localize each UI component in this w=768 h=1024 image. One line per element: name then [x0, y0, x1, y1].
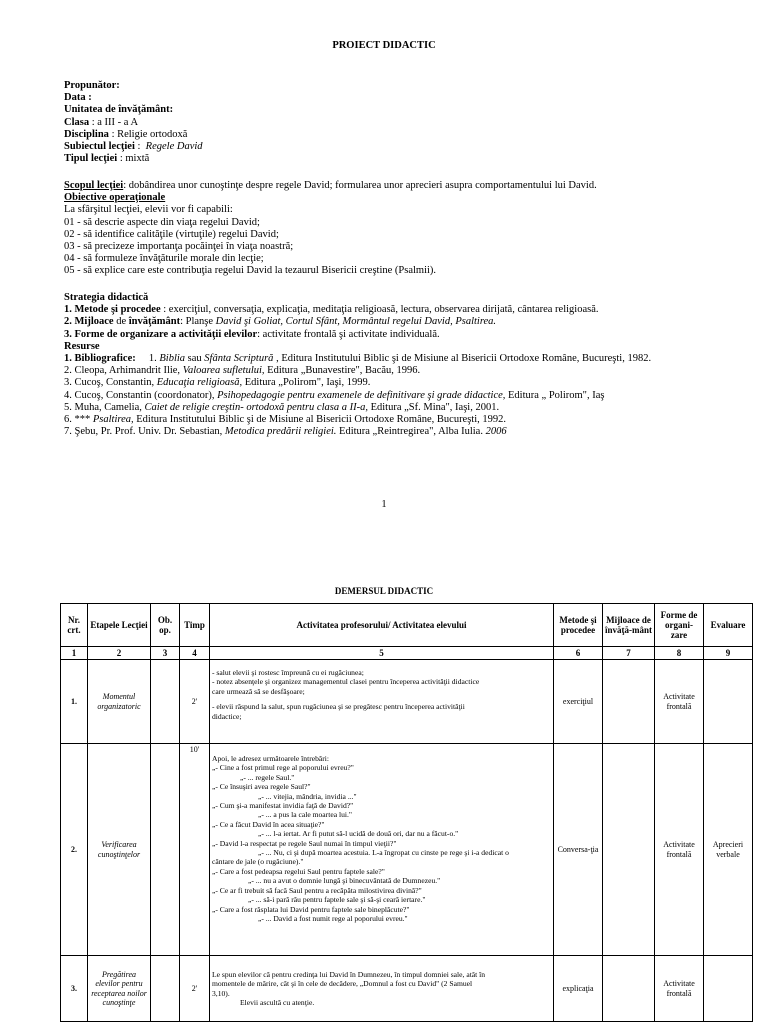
activity-line: didactice; — [212, 711, 242, 721]
resources-label: Resurse — [64, 340, 100, 352]
methods-text: : exerciţiul, conversaţia, explicaţia, meditaţia religioasă, lectura, observarea dirijată, cântarea religioasă. — [163, 304, 599, 316]
activity-line: „- ... a pus la cale moartea lui." — [258, 810, 352, 820]
activity-line: „- ... regele Saul." — [240, 772, 295, 782]
scope-line — [64, 180, 704, 192]
page-title: PROIECT DIDACTIC — [332, 40, 436, 51]
bib-text: 4. Cucoş, Constantin (coordonator), — [64, 389, 218, 401]
bib-title: Metodica predării religiei. — [224, 426, 337, 438]
activity-line: „- Ce ar fi trebuit să facă Saul pentru a recăpăta milostivirea divină?" — [212, 885, 422, 895]
disciplina-label: Disciplina — [64, 128, 109, 140]
header-cell: Evaluare — [704, 604, 753, 647]
activity-line: Le spun elevilor că pentru credinţa lui David în Dumnezeu, în timpul domniei sale, atât în — [212, 970, 486, 979]
bib-text: , Editura Institutului Biblic şi de Misiune al Bisericii Ortodoxe Române, Bucureşti, 1982. — [273, 353, 652, 365]
bib-year: 2006 — [485, 426, 507, 438]
row-number: 3. — [61, 956, 88, 1022]
header-cell: Nr. crt. — [61, 604, 88, 647]
bib-text: 6. *** — [64, 414, 93, 426]
bib-line — [64, 426, 704, 438]
activity-line: „- ... l-a iertat. Ar fi putut să-l ucidă de două ori, dar nu a făcut-o." — [258, 829, 459, 839]
row-stage: Pregătirea elevilor pentru receptarea noilor cunoştinţe — [88, 956, 151, 1022]
column-number: 3 — [151, 647, 180, 660]
activity-line: „- ... Nu, ci şi după moartea acestuia. L-a îngropat cu cinste pe rege şi i-a dedicat o — [258, 848, 509, 858]
activity-line: - salut elevii şi rostesc împreună cu ei rugăciunea; — [212, 668, 364, 677]
bib-text: 3. Cucoş, Constantin, — [64, 377, 157, 389]
tip-value: : mixtă — [119, 153, 150, 165]
subiect-label: Subiectul lecţiei — [64, 141, 135, 153]
scope-label: Scopul lecţiei — [64, 180, 124, 191]
bib-title: Biblia — [159, 353, 186, 365]
methods-line — [64, 304, 704, 316]
means-line — [64, 316, 704, 328]
table-row — [61, 660, 753, 744]
activity-line: - notez absenţele şi organizez managementul clasei pentru începerea activităţii didactice — [212, 677, 480, 687]
means-label-de: de — [113, 316, 129, 328]
row-time: 10' — [180, 744, 210, 956]
bib-line — [64, 402, 704, 414]
column-number: 7 — [603, 647, 655, 660]
bib-line — [64, 377, 704, 389]
clasa-line — [64, 117, 704, 129]
row-objective — [151, 744, 180, 956]
row-objective — [151, 660, 180, 744]
row-evaluation — [704, 956, 753, 1022]
forms-text: : activitate frontală şi activitate individuală. — [257, 328, 440, 340]
objectives-label: Obiective operaţionale — [64, 192, 166, 204]
row-stage: Verificarea cunoştinţelor — [88, 744, 151, 956]
demers-title: DEMERSUL DIDACTIC — [334, 586, 434, 596]
row-objective — [151, 956, 180, 1022]
subiect-line: Subiectul lecţiei : Regele David — [64, 141, 203, 153]
row-activity — [210, 744, 554, 956]
column-number: 1 — [61, 647, 88, 660]
scope-text: : dobândirea unor cunoştinţe despre regele David; formularea unor aprecieri asupra comportamentului lui David. — [123, 180, 597, 191]
bib-title: Psaltirea, — [92, 414, 134, 426]
header-cell: Timp — [180, 604, 210, 647]
strategy-heading — [64, 292, 704, 304]
bib-title: Valoarea sufletului, — [182, 365, 265, 377]
activity-line: „- Ce însuşiri avea regele Saul?" — [212, 782, 311, 792]
tip-label: Tipul lecţiei — [64, 153, 118, 165]
bib-text: sau — [185, 353, 205, 365]
bib-text: Editura „Sf. Mina", Iaşi, 2001. — [367, 401, 500, 413]
activity-line: - elevii răspund la salut, spun rugăciunea şi se pregătesc pentru începerea activităţii — [212, 702, 465, 712]
activity-line: 3,10). — [212, 988, 230, 998]
column-number: 6 — [554, 647, 603, 660]
disciplina-value: : Religie ortodoxă — [111, 128, 188, 140]
tip-line — [64, 153, 704, 165]
disciplina-line — [64, 129, 704, 141]
header-cell: Etapele Lecţiei — [88, 604, 151, 647]
row-forms: Activitate frontală — [655, 660, 704, 744]
bib-text: 2. Cleopa, Arhimandrit Ilie, — [64, 365, 183, 377]
row-forms: Activitate frontală — [655, 744, 704, 956]
header-cell: Metode şi procedee — [554, 604, 603, 647]
means-label-invatamant: învăţământ — [128, 316, 181, 328]
activity-line: cântare de jale (o rugăciune)." — [212, 857, 304, 867]
activity-line: care urmează să se desfăşoare; — [212, 686, 305, 696]
methods-label: 1. Metode şi procedee — [64, 304, 161, 316]
bib-title: Caiet de religie creştin- ortodoxă pentru clasa a II-a, — [144, 401, 368, 413]
activity-line: „- David l-a respectat pe regele Saul numai în timpul vieţii?" — [212, 838, 397, 848]
activity-line: „- Care a fost pedeapsa regelui Saul pentru faptele sale?" — [212, 866, 385, 876]
strategy-label: Strategia didactică — [64, 292, 149, 303]
clasa-value: : a III - a A — [91, 116, 139, 128]
bib-line — [64, 353, 704, 365]
bib-text: 1. — [148, 353, 160, 365]
objective-item: 03 - să precizeze importanţa pocăinţei în viaţa noastră; — [64, 241, 294, 253]
bib-title: Educaţia religioasă, — [156, 377, 243, 389]
row-means — [603, 956, 655, 1022]
objectives-heading — [64, 192, 704, 204]
row-means — [603, 744, 655, 956]
forms-label: 3. Forme de organizare a activităţii elevilor — [64, 328, 258, 340]
header-cell: Mijloace de învăţă-mânt — [603, 604, 655, 647]
activity-line: Elevii ascultă cu atenţie. — [240, 998, 315, 1008]
row-evaluation — [704, 660, 753, 744]
clasa-label: Clasa — [64, 116, 90, 128]
scope-section — [64, 180, 704, 278]
data-label: Data : — [64, 92, 92, 104]
activity-line: Apoi, le adresez următoarele întrebări: — [212, 754, 330, 763]
means-label: 2. Mijloace — [64, 316, 114, 328]
column-number: 5 — [210, 647, 554, 660]
row-evaluation: Aprecieri verbale — [704, 744, 753, 956]
header-cell: Forme de organi-zare — [655, 604, 704, 647]
row-time: 2' — [180, 660, 210, 744]
row-time: 2' — [180, 956, 210, 1022]
table-row — [61, 956, 753, 1022]
unitatea-label: Unitatea de învăţământ: — [64, 104, 174, 116]
row-stage: Momentul organizatoric — [88, 660, 151, 744]
bib-label: 1. Bibliografice: — [64, 353, 136, 365]
activity-line: „- ... vitejia, mândria, invidia ..." — [258, 791, 357, 801]
column-number: 4 — [180, 647, 210, 660]
column-number: 2 — [88, 647, 151, 660]
row-activity — [210, 956, 554, 1022]
row-methods: exerciţiul — [554, 660, 603, 744]
activity-line: „- ... nu a avut o domnie lungă şi binecuvântată de Dumnezeu." — [248, 876, 441, 886]
objectives-intro: La sfârşitul lecţiei, elevii vor fi capabili: — [64, 204, 233, 216]
activity-line: „- Care a fost răsplata lui David pentru faptele sale bineplăcute?" — [212, 904, 410, 914]
column-number: 9 — [704, 647, 753, 660]
activity-line: „- Cine a fost primul rege al poporului evreu?" — [212, 763, 354, 773]
page-number: 1 — [381, 499, 387, 510]
row-number: 2. — [61, 744, 88, 956]
objective-item: 04 - să formuleze învăţăturile morale din lecţie; — [64, 253, 264, 265]
header-cell: Ob. op. — [151, 604, 180, 647]
activity-line: „- Ce a făcut David în acea situaţie?" — [212, 819, 325, 829]
objective-item: 01 - să descrie aspecte din viaţa regelui David; — [64, 216, 260, 228]
column-number: 8 — [655, 647, 704, 660]
row-methods: Conversa-ţia — [554, 744, 603, 956]
subiect-value: Regele David — [145, 141, 203, 153]
bib-text: Editura „ Polirom", Iaş — [505, 389, 605, 401]
activity-line: „- Cum şi-a manifestat invidia faţă de David?" — [212, 801, 354, 811]
bib-line — [64, 390, 704, 402]
table-header-row — [61, 604, 753, 647]
bib-line — [64, 365, 704, 377]
bib-title: Psihopedagogie pentru examenele de definitivare şi grade didactice, — [217, 389, 506, 401]
objective-item: 05 - să explice care este contribuţia regelui David la tezaurul Bisericii creştine (Psalmii). — [64, 265, 437, 277]
objective-item: 02 - să identifice calităţile (virtuţile) regelui David; — [64, 228, 279, 240]
activity-line: „- ... să-i pară rău pentru faptele sale şi să-şi ceară iertare." — [248, 895, 426, 905]
bib-text: 7. Şebu, Pr. Prof. Univ. Dr. Sebastian, — [64, 426, 225, 438]
bib-line — [64, 414, 704, 426]
resources-heading — [64, 341, 704, 353]
means-items: David şi Goliat, Cortul Sfânt, Mormântul regelui David, Psaltirea. — [215, 316, 497, 328]
propunator-line — [64, 80, 704, 92]
forms-line — [64, 329, 704, 341]
bib-text: Editura Institutului Biblic şi de Misiune al Bisericii Ortodoxe Române, Bucureşti, 1992. — [133, 414, 507, 426]
propunator-label: Propunător: — [64, 80, 120, 91]
activity-line: momentele de mărire, cât şi în cele de decădere, „Domnul a fost cu David" (2 Samuel — [212, 979, 473, 989]
activity-line: „- ... David a fost numit rege al poporului evreu." — [258, 913, 408, 923]
row-activity — [210, 660, 554, 744]
table-number-row — [61, 647, 753, 660]
unitatea-line — [64, 104, 704, 116]
header-cell: Activitatea profesorului/ Activitatea elevului — [210, 604, 554, 647]
row-means — [603, 660, 655, 744]
row-methods: explicaţia — [554, 956, 603, 1022]
lesson-meta — [64, 80, 704, 165]
demers-table — [60, 603, 753, 1022]
row-number: 1. — [61, 660, 88, 744]
data-line — [64, 92, 704, 104]
strategy-section — [64, 292, 704, 438]
bib-title: Sfânta Scriptură — [204, 353, 274, 365]
bib-text: Editura „Bunavestire", Bacău, 1996. — [264, 365, 421, 377]
means-text: : Planşe — [180, 316, 216, 328]
bib-text: Editura „Reintregirea", Alba Iulia. — [336, 426, 486, 438]
bib-text: 5. Muha, Camelia, — [64, 401, 145, 413]
table-row — [61, 744, 753, 956]
row-forms: Activitate frontală — [655, 956, 704, 1022]
bib-text: Editura „Polirom", Iaşi, 1999. — [242, 377, 371, 389]
